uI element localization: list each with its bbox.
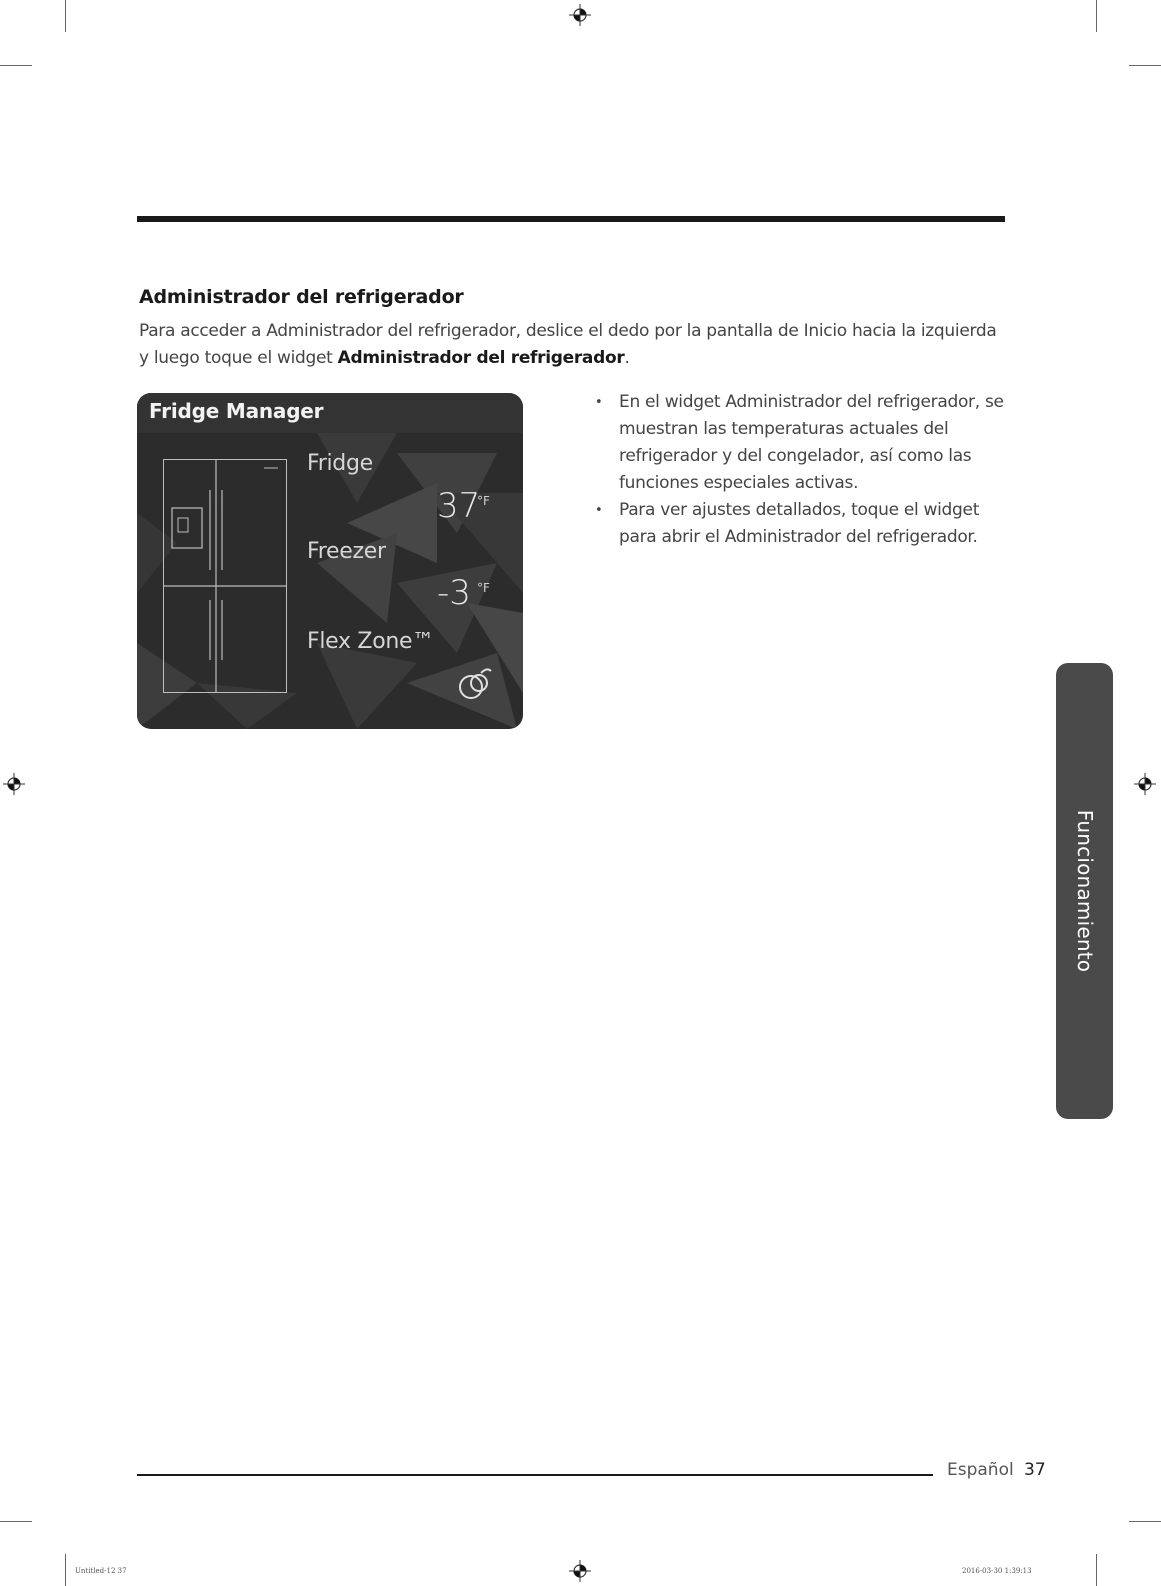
fridge-temperature: 37	[437, 486, 481, 526]
widget-title: Fridge Manager	[149, 399, 324, 423]
fridge-temperature-unit: °F	[477, 494, 490, 508]
bullet-item: • En el widget Administrador del refrigerador, se muestran las temperaturas actuales del refrigerador y del congelador, así como las funciones especiales activas.	[595, 389, 1015, 497]
registration-mark-right	[1134, 773, 1156, 795]
intro-bold-text: Administrador del refrigerador	[337, 348, 625, 368]
crop-mark-bottom-right	[1096, 1554, 1097, 1586]
crop-mark-bottom-left	[65, 1554, 66, 1586]
freezer-label: Freezer	[307, 539, 386, 564]
bottom-rule	[137, 1474, 933, 1476]
print-slug-left: Untitled-12 37	[75, 1567, 127, 1575]
crop-mark-bottom-left-h	[0, 1521, 32, 1522]
print-slug-right: 2016-03-30 1:39:13	[962, 1567, 1032, 1575]
bullet-list	[595, 389, 1015, 551]
chapter-side-tab	[1056, 663, 1113, 1119]
fridge-manager-widget[interactable]	[137, 393, 523, 729]
crop-mark-top-left-h	[0, 65, 32, 66]
registration-mark-bottom	[569, 1560, 591, 1582]
section-heading: Administrador del refrigerador	[139, 286, 464, 308]
top-rule	[137, 216, 1005, 222]
crop-mark-top-right-h	[1129, 65, 1161, 66]
flex-zone-label: Flex Zone™	[307, 629, 434, 654]
crop-mark-top-left	[65, 0, 66, 32]
registration-mark-left	[3, 773, 25, 795]
crop-mark-top-right	[1096, 0, 1097, 32]
chapter-side-tab-label: Funcionamiento	[1072, 809, 1097, 973]
bullet-item: • Para ver ajustes detallados, toque el widget para abrir el Administrador del refrigerador.	[595, 497, 1015, 551]
fridge-label: Fridge	[307, 451, 373, 476]
intro-paragraph	[139, 318, 1009, 372]
freezer-temperature: -3	[437, 573, 471, 613]
refrigerator-icon	[163, 459, 287, 693]
footer-language: Español	[947, 1460, 1014, 1480]
page-number: 37	[1024, 1460, 1046, 1480]
freezer-temperature-unit: °F	[477, 581, 490, 595]
fruit-icon	[455, 665, 495, 705]
intro-text: Para acceder a Administrador del refrigerador, deslice el dedo por la pantalla de Inicio hacia la izquierda y luego toque el widget	[139, 321, 997, 368]
registration-mark-top	[569, 4, 591, 26]
crop-mark-bottom-right-h	[1129, 1521, 1161, 1522]
intro-end: .	[624, 348, 630, 368]
